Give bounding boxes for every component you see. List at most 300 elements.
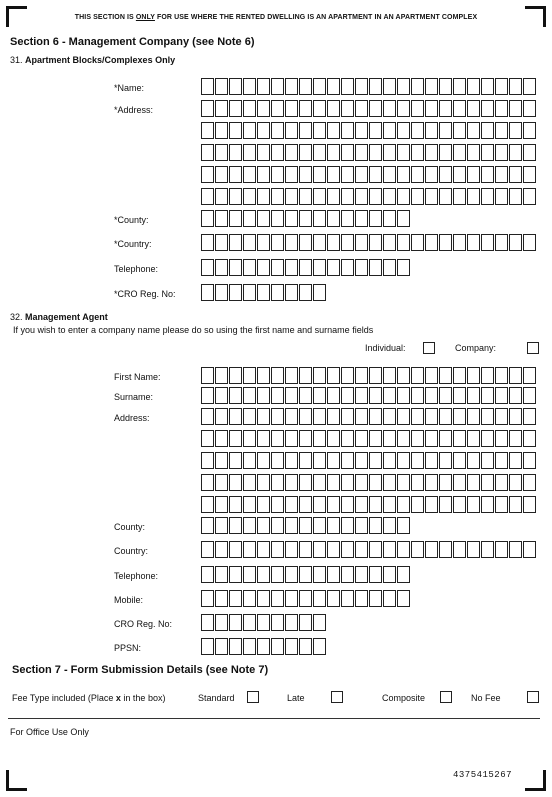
character-box[interactable]	[257, 638, 270, 655]
agent-county-boxes[interactable]	[201, 517, 411, 534]
character-box[interactable]	[355, 452, 368, 469]
character-box[interactable]	[229, 566, 242, 583]
character-box[interactable]	[383, 566, 396, 583]
character-box[interactable]	[425, 387, 438, 404]
character-box[interactable]	[509, 452, 522, 469]
character-box[interactable]	[341, 566, 354, 583]
character-box[interactable]	[369, 474, 382, 491]
character-box[interactable]	[425, 452, 438, 469]
first-name-boxes[interactable]	[201, 367, 537, 384]
character-box[interactable]	[383, 496, 396, 513]
character-box[interactable]	[285, 452, 298, 469]
character-box[interactable]	[439, 122, 452, 139]
character-box[interactable]	[257, 387, 270, 404]
character-box[interactable]	[509, 496, 522, 513]
character-box[interactable]	[523, 496, 536, 513]
character-box[interactable]	[355, 517, 368, 534]
character-box[interactable]	[299, 452, 312, 469]
character-box[interactable]	[201, 387, 214, 404]
character-box[interactable]	[285, 166, 298, 183]
character-box[interactable]	[397, 408, 410, 425]
character-box[interactable]	[201, 259, 214, 276]
character-box[interactable]	[369, 122, 382, 139]
character-box[interactable]	[341, 367, 354, 384]
character-box[interactable]	[523, 367, 536, 384]
character-box[interactable]	[271, 284, 284, 301]
character-box[interactable]	[467, 474, 480, 491]
agent-address-boxes-line-3[interactable]	[201, 452, 537, 469]
character-box[interactable]	[313, 614, 326, 631]
character-box[interactable]	[523, 144, 536, 161]
character-box[interactable]	[257, 166, 270, 183]
character-box[interactable]	[425, 234, 438, 251]
cro-boxes[interactable]	[201, 284, 327, 301]
character-box[interactable]	[285, 638, 298, 655]
character-box[interactable]	[299, 590, 312, 607]
character-box[interactable]	[285, 234, 298, 251]
character-box[interactable]	[271, 387, 284, 404]
character-box[interactable]	[495, 367, 508, 384]
character-box[interactable]	[341, 188, 354, 205]
character-box[interactable]	[229, 590, 242, 607]
character-box[interactable]	[215, 474, 228, 491]
character-box[interactable]	[523, 541, 536, 558]
character-box[interactable]	[341, 234, 354, 251]
character-box[interactable]	[397, 566, 410, 583]
character-box[interactable]	[383, 166, 396, 183]
character-box[interactable]	[299, 210, 312, 227]
character-box[interactable]	[369, 188, 382, 205]
agent-address-boxes-line-1[interactable]	[201, 408, 537, 425]
character-box[interactable]	[383, 408, 396, 425]
fee-composite-checkbox[interactable]	[440, 691, 452, 703]
character-box[interactable]	[271, 566, 284, 583]
character-box[interactable]	[509, 188, 522, 205]
character-box[interactable]	[495, 234, 508, 251]
character-box[interactable]	[327, 234, 340, 251]
character-box[interactable]	[425, 474, 438, 491]
character-box[interactable]	[355, 210, 368, 227]
character-box[interactable]	[355, 541, 368, 558]
character-box[interactable]	[397, 78, 410, 95]
character-box[interactable]	[453, 430, 466, 447]
character-box[interactable]	[257, 408, 270, 425]
character-box[interactable]	[201, 474, 214, 491]
character-box[interactable]	[299, 541, 312, 558]
character-box[interactable]	[467, 408, 480, 425]
character-box[interactable]	[313, 638, 326, 655]
character-box[interactable]	[397, 100, 410, 117]
character-box[interactable]	[201, 100, 214, 117]
character-box[interactable]	[397, 122, 410, 139]
character-box[interactable]	[271, 166, 284, 183]
character-box[interactable]	[439, 78, 452, 95]
character-box[interactable]	[215, 408, 228, 425]
address-boxes-line-5[interactable]	[201, 188, 537, 205]
character-box[interactable]	[271, 430, 284, 447]
character-box[interactable]	[411, 430, 424, 447]
character-box[interactable]	[439, 474, 452, 491]
character-box[interactable]	[257, 496, 270, 513]
character-box[interactable]	[439, 367, 452, 384]
character-box[interactable]	[299, 496, 312, 513]
character-box[interactable]	[341, 166, 354, 183]
character-box[interactable]	[453, 496, 466, 513]
character-box[interactable]	[271, 590, 284, 607]
character-box[interactable]	[201, 144, 214, 161]
character-box[interactable]	[509, 234, 522, 251]
character-box[interactable]	[327, 517, 340, 534]
character-box[interactable]	[369, 541, 382, 558]
character-box[interactable]	[453, 474, 466, 491]
character-box[interactable]	[369, 496, 382, 513]
character-box[interactable]	[509, 100, 522, 117]
character-box[interactable]	[481, 452, 494, 469]
county-boxes[interactable]	[201, 210, 411, 227]
character-box[interactable]	[369, 100, 382, 117]
agent-address-boxes-line-4[interactable]	[201, 474, 537, 491]
character-box[interactable]	[369, 78, 382, 95]
character-box[interactable]	[453, 144, 466, 161]
address-boxes-line-4[interactable]	[201, 166, 537, 183]
character-box[interactable]	[243, 78, 256, 95]
character-box[interactable]	[201, 284, 214, 301]
character-box[interactable]	[355, 430, 368, 447]
character-box[interactable]	[495, 430, 508, 447]
character-box[interactable]	[215, 590, 228, 607]
character-box[interactable]	[215, 284, 228, 301]
character-box[interactable]	[327, 452, 340, 469]
character-box[interactable]	[285, 259, 298, 276]
character-box[interactable]	[285, 78, 298, 95]
character-box[interactable]	[215, 188, 228, 205]
character-box[interactable]	[313, 210, 326, 227]
character-box[interactable]	[201, 566, 214, 583]
character-box[interactable]	[341, 590, 354, 607]
character-box[interactable]	[467, 430, 480, 447]
character-box[interactable]	[453, 367, 466, 384]
character-box[interactable]	[509, 367, 522, 384]
character-box[interactable]	[229, 638, 242, 655]
character-box[interactable]	[411, 166, 424, 183]
character-box[interactable]	[313, 541, 326, 558]
character-box[interactable]	[201, 430, 214, 447]
individual-checkbox[interactable]	[423, 342, 435, 354]
character-box[interactable]	[257, 541, 270, 558]
character-box[interactable]	[509, 430, 522, 447]
character-box[interactable]	[467, 122, 480, 139]
character-box[interactable]	[369, 166, 382, 183]
character-box[interactable]	[355, 259, 368, 276]
character-box[interactable]	[509, 408, 522, 425]
character-box[interactable]	[201, 122, 214, 139]
character-box[interactable]	[201, 517, 214, 534]
character-box[interactable]	[327, 474, 340, 491]
character-box[interactable]	[355, 566, 368, 583]
character-box[interactable]	[257, 517, 270, 534]
character-box[interactable]	[215, 541, 228, 558]
character-box[interactable]	[313, 590, 326, 607]
character-box[interactable]	[271, 122, 284, 139]
character-box[interactable]	[243, 430, 256, 447]
character-box[interactable]	[313, 78, 326, 95]
character-box[interactable]	[509, 387, 522, 404]
character-box[interactable]	[481, 78, 494, 95]
character-box[interactable]	[257, 474, 270, 491]
character-box[interactable]	[439, 496, 452, 513]
character-box[interactable]	[257, 144, 270, 161]
character-box[interactable]	[341, 78, 354, 95]
character-box[interactable]	[201, 452, 214, 469]
character-box[interactable]	[215, 78, 228, 95]
character-box[interactable]	[201, 234, 214, 251]
character-box[interactable]	[201, 614, 214, 631]
character-box[interactable]	[411, 452, 424, 469]
character-box[interactable]	[369, 387, 382, 404]
character-box[interactable]	[229, 166, 242, 183]
character-box[interactable]	[453, 78, 466, 95]
character-box[interactable]	[523, 430, 536, 447]
character-box[interactable]	[313, 496, 326, 513]
character-box[interactable]	[201, 166, 214, 183]
character-box[interactable]	[467, 188, 480, 205]
character-box[interactable]	[243, 496, 256, 513]
character-box[interactable]	[355, 188, 368, 205]
character-box[interactable]	[355, 496, 368, 513]
character-box[interactable]	[453, 408, 466, 425]
character-box[interactable]	[425, 496, 438, 513]
character-box[interactable]	[369, 452, 382, 469]
character-box[interactable]	[397, 234, 410, 251]
character-box[interactable]	[215, 452, 228, 469]
character-box[interactable]	[271, 452, 284, 469]
character-box[interactable]	[439, 430, 452, 447]
character-box[interactable]	[383, 78, 396, 95]
character-box[interactable]	[285, 210, 298, 227]
character-box[interactable]	[271, 100, 284, 117]
character-box[interactable]	[355, 122, 368, 139]
character-box[interactable]	[411, 496, 424, 513]
character-box[interactable]	[229, 144, 242, 161]
character-box[interactable]	[453, 100, 466, 117]
character-box[interactable]	[383, 590, 396, 607]
character-box[interactable]	[355, 387, 368, 404]
character-box[interactable]	[271, 210, 284, 227]
character-box[interactable]	[481, 408, 494, 425]
character-box[interactable]	[313, 259, 326, 276]
character-box[interactable]	[425, 122, 438, 139]
character-box[interactable]	[383, 367, 396, 384]
character-box[interactable]	[467, 234, 480, 251]
character-box[interactable]	[215, 430, 228, 447]
character-box[interactable]	[523, 452, 536, 469]
character-box[interactable]	[481, 166, 494, 183]
character-box[interactable]	[355, 166, 368, 183]
character-box[interactable]	[383, 474, 396, 491]
agent-cro-boxes[interactable]	[201, 614, 327, 631]
character-box[interactable]	[215, 387, 228, 404]
character-box[interactable]	[341, 474, 354, 491]
character-box[interactable]	[495, 188, 508, 205]
character-box[interactable]	[229, 284, 242, 301]
character-box[interactable]	[411, 408, 424, 425]
character-box[interactable]	[243, 259, 256, 276]
character-box[interactable]	[243, 387, 256, 404]
character-box[interactable]	[425, 188, 438, 205]
character-box[interactable]	[341, 122, 354, 139]
character-box[interactable]	[369, 408, 382, 425]
character-box[interactable]	[215, 566, 228, 583]
character-box[interactable]	[201, 78, 214, 95]
character-box[interactable]	[439, 541, 452, 558]
character-box[interactable]	[229, 188, 242, 205]
character-box[interactable]	[355, 100, 368, 117]
character-box[interactable]	[327, 122, 340, 139]
character-box[interactable]	[481, 234, 494, 251]
character-box[interactable]	[229, 259, 242, 276]
character-box[interactable]	[201, 210, 214, 227]
character-box[interactable]	[411, 188, 424, 205]
character-box[interactable]	[285, 566, 298, 583]
character-box[interactable]	[285, 100, 298, 117]
character-box[interactable]	[243, 614, 256, 631]
character-box[interactable]	[355, 590, 368, 607]
character-box[interactable]	[299, 430, 312, 447]
character-box[interactable]	[299, 144, 312, 161]
character-box[interactable]	[425, 367, 438, 384]
character-box[interactable]	[509, 166, 522, 183]
character-box[interactable]	[271, 144, 284, 161]
character-box[interactable]	[327, 144, 340, 161]
character-box[interactable]	[383, 100, 396, 117]
character-box[interactable]	[411, 367, 424, 384]
character-box[interactable]	[285, 430, 298, 447]
character-box[interactable]	[425, 144, 438, 161]
surname-boxes[interactable]	[201, 387, 537, 404]
character-box[interactable]	[341, 541, 354, 558]
character-box[interactable]	[299, 234, 312, 251]
character-box[interactable]	[299, 638, 312, 655]
character-box[interactable]	[453, 452, 466, 469]
character-box[interactable]	[299, 78, 312, 95]
character-box[interactable]	[411, 474, 424, 491]
character-box[interactable]	[215, 122, 228, 139]
character-box[interactable]	[243, 517, 256, 534]
character-box[interactable]	[523, 387, 536, 404]
character-box[interactable]	[215, 166, 228, 183]
character-box[interactable]	[243, 367, 256, 384]
character-box[interactable]	[285, 408, 298, 425]
character-box[interactable]	[397, 474, 410, 491]
character-box[interactable]	[313, 517, 326, 534]
character-box[interactable]	[229, 452, 242, 469]
character-box[interactable]	[313, 284, 326, 301]
character-box[interactable]	[243, 566, 256, 583]
character-box[interactable]	[425, 430, 438, 447]
character-box[interactable]	[481, 387, 494, 404]
character-box[interactable]	[509, 144, 522, 161]
character-box[interactable]	[215, 638, 228, 655]
character-box[interactable]	[397, 452, 410, 469]
character-box[interactable]	[495, 100, 508, 117]
character-box[interactable]	[369, 259, 382, 276]
character-box[interactable]	[215, 517, 228, 534]
character-box[interactable]	[397, 259, 410, 276]
character-box[interactable]	[243, 122, 256, 139]
character-box[interactable]	[467, 144, 480, 161]
character-box[interactable]	[341, 430, 354, 447]
character-box[interactable]	[327, 541, 340, 558]
character-box[interactable]	[285, 496, 298, 513]
character-box[interactable]	[201, 590, 214, 607]
character-box[interactable]	[313, 122, 326, 139]
character-box[interactable]	[369, 367, 382, 384]
character-box[interactable]	[355, 78, 368, 95]
character-box[interactable]	[313, 474, 326, 491]
character-box[interactable]	[523, 474, 536, 491]
character-box[interactable]	[383, 387, 396, 404]
character-box[interactable]	[327, 387, 340, 404]
character-box[interactable]	[327, 100, 340, 117]
character-box[interactable]	[383, 517, 396, 534]
character-box[interactable]	[299, 408, 312, 425]
character-box[interactable]	[285, 517, 298, 534]
agent-address-boxes-line-5[interactable]	[201, 496, 537, 513]
character-box[interactable]	[299, 517, 312, 534]
character-box[interactable]	[229, 541, 242, 558]
name-boxes[interactable]	[201, 78, 537, 95]
character-box[interactable]	[509, 474, 522, 491]
character-box[interactable]	[257, 614, 270, 631]
character-box[interactable]	[271, 474, 284, 491]
character-box[interactable]	[229, 614, 242, 631]
character-box[interactable]	[243, 166, 256, 183]
character-box[interactable]	[257, 259, 270, 276]
agent-telephone-boxes[interactable]	[201, 566, 411, 583]
character-box[interactable]	[257, 122, 270, 139]
character-box[interactable]	[271, 259, 284, 276]
character-box[interactable]	[327, 188, 340, 205]
character-box[interactable]	[467, 166, 480, 183]
character-box[interactable]	[327, 590, 340, 607]
company-checkbox[interactable]	[527, 342, 539, 354]
character-box[interactable]	[313, 188, 326, 205]
character-box[interactable]	[243, 541, 256, 558]
character-box[interactable]	[369, 517, 382, 534]
character-box[interactable]	[481, 367, 494, 384]
character-box[interactable]	[439, 452, 452, 469]
character-box[interactable]	[397, 166, 410, 183]
character-box[interactable]	[313, 430, 326, 447]
character-box[interactable]	[271, 188, 284, 205]
character-box[interactable]	[411, 122, 424, 139]
character-box[interactable]	[369, 590, 382, 607]
character-box[interactable]	[439, 387, 452, 404]
character-box[interactable]	[327, 210, 340, 227]
character-box[interactable]	[495, 474, 508, 491]
character-box[interactable]	[299, 387, 312, 404]
character-box[interactable]	[509, 122, 522, 139]
character-box[interactable]	[341, 210, 354, 227]
character-box[interactable]	[243, 638, 256, 655]
character-box[interactable]	[509, 541, 522, 558]
character-box[interactable]	[341, 259, 354, 276]
character-box[interactable]	[383, 234, 396, 251]
character-box[interactable]	[369, 566, 382, 583]
character-box[interactable]	[257, 100, 270, 117]
character-box[interactable]	[495, 166, 508, 183]
character-box[interactable]	[229, 78, 242, 95]
